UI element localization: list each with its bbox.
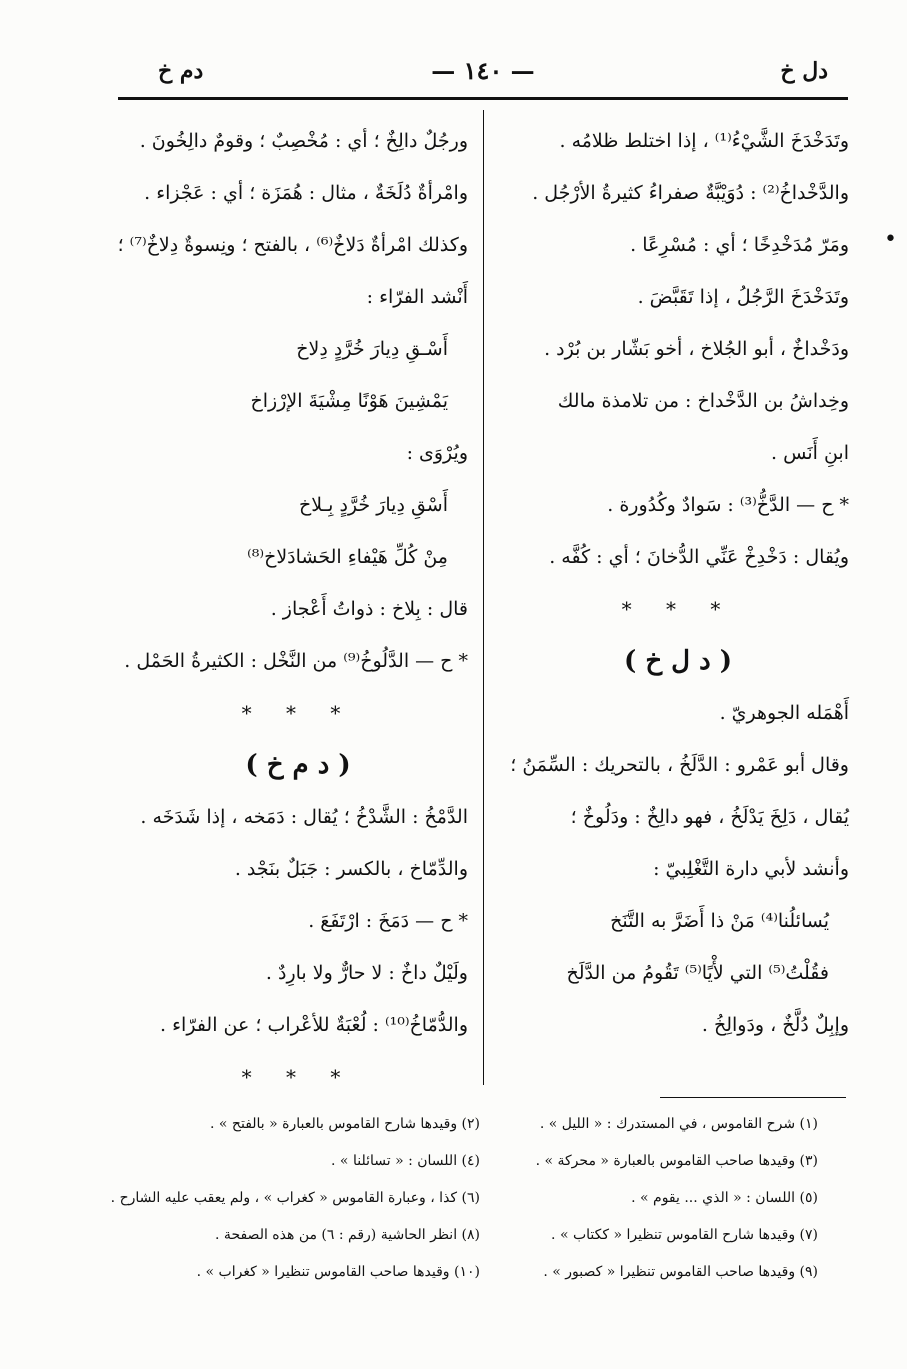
verse-line: يُسائلُنا⁽⁴⁾ مَنْ ذا أَضَرَّ به التَّنَخ [610, 910, 829, 932]
verse-line: أَسْقِ دِيارَ خُرَّدٍ بِـلاخ [298, 494, 448, 516]
text-line: ويُرْوَى : [406, 442, 468, 464]
text-line: يُقال ، دَلِخَ يَدْلَخُ ، فهو دالِخٌ : ودَلُوخٌ ؛ [570, 806, 849, 828]
section-separator: * * * [241, 1065, 355, 1089]
footnote: (٥) اللسان : « الذي ... يقوم » . [631, 1190, 818, 1206]
footnote-row [120, 1219, 848, 1256]
text-line: وقال أبو عَمْرو : الدَّلَخُ ، بالتحريك : السِّمَنُ ؛ [510, 754, 849, 776]
footnote: (٤) اللسان : « تسائلنا » . [331, 1153, 480, 1169]
text-line: وإبِلٌ دُلَّخٌ ، ودَوالِخُ . [701, 1014, 849, 1036]
text-line: ودَخْداخٌ ، أبو الجُلاخ ، أخو بَشّار بن بُرْد . [544, 338, 849, 360]
text-line: ورجُلٌ دالِخٌ ؛ أي : مُخْصِبٌ ؛ وقومٌ دالِخُونَ . [139, 130, 468, 152]
text-line: أَهْمَله الجوهريّ . [719, 702, 849, 724]
footnote: (١) شرح القاموس ، في المستدرك : « الليل » . [539, 1116, 818, 1132]
section-heading: ( د م خ ) [245, 750, 351, 780]
text-line: وخِداشُ بن الدَّخْداخ : من تلامذة مالك [557, 390, 849, 412]
column-divider [483, 110, 484, 1085]
verse-line: يَمْشِينَ هَوْنًا مِشْيَةَ الإرْزاخ [250, 390, 448, 412]
running-title-left: دم خ [158, 58, 204, 84]
text-line: والدُّمّاخُ⁽¹⁰⁾ : لُعْبَةٌ للأعْراب ؛ عن الفرّاء . [160, 1014, 468, 1036]
verse-line: مِنْ كُلِّ هَيْفاءِ الحَشادَلاخ⁽⁸⁾ [247, 546, 448, 568]
text-line: ولَيْلٌ داخٌ : لا حارٌّ ولا بارِدٌ . [265, 962, 468, 984]
text-line: الدَّمْخُ : الشَّدْخُ ؛ يُقال : دَمَخه ، إذا شَدَخَه . [140, 806, 468, 828]
text-line: ومَرّ مُدَخْدِخًا ؛ أي : مُسْرِعًا . [630, 234, 849, 256]
footnote: (٧) وقيدها شارح القاموس تنظيرا « ككتاب » . [551, 1227, 818, 1243]
footnote-row [120, 1145, 848, 1182]
text-line: * ح — الدَّخُّ⁽³⁾ : سَوادٌ وكُدُورة . [607, 494, 849, 516]
footnote: (٣) وقيدها صاحب القاموس بالعبارة « محركة » . [535, 1153, 818, 1169]
left-column [117, 115, 468, 1103]
text-line: والدِّمّاخ ، بالكسر : جَبَلٌ بنَجْد . [234, 858, 468, 880]
right-column [507, 115, 849, 1051]
text-line: وكذلك امْرأةٌ دَلاخٌ⁽⁶⁾ ، بالفتح ؛ ونِسوةٌ دِلاخٌ⁽⁷⁾ ؛ [117, 234, 468, 256]
text-line: * ح — دَمَخَ : ارْتَفَعَ . [308, 910, 468, 932]
footnotes [110, 1108, 848, 1293]
text-line: وتَدَخْدَخَ الرَّجُلُ ، إذا تَقَبَّضَ . [637, 286, 849, 308]
margin-mark: • [884, 227, 897, 252]
verse-line: أَسْـقِ دِيارَ خُرَّدٍ دِلاخ [296, 338, 448, 360]
footnote: (٦) كذا ، وعبارة القاموس « كغراب » ، ولم يعقب عليه الشارح . [110, 1190, 480, 1206]
footnote: (٨) انظر الحاشية (رقم : ٦) من هذه الصفحة . [215, 1227, 480, 1243]
text-line: * ح — الدَّلُوخُ⁽⁹⁾ من النَّخْل : الكثيرةُ الحَمْل . [124, 650, 468, 672]
footnote-row [110, 1182, 848, 1219]
text-line: أَنْشد الفرّاء : [366, 286, 468, 308]
footnote: (٢) وقيدها شارح القاموس بالعبارة « بالفتح » . [210, 1116, 480, 1132]
page-header [118, 52, 848, 92]
section-heading: ( د ل خ ) [623, 646, 733, 676]
text-line: ويُقال : دَخْدِخْ عَنِّي الدُّخانَ ؛ أي : كُفَّه . [549, 546, 849, 568]
text-line: وتَدَخْدَخَ الشَّيْءُ⁽¹⁾ ، إذا اختلط ظلامُه . [559, 130, 849, 152]
text-line: والدَّخْداخُ⁽²⁾ : دُوَيْبَّةٌ صفراءُ كثيرةُ الأرْجُل . [532, 182, 849, 204]
running-title-right: دل خ [780, 58, 828, 84]
footnote: (١٠) وقيدها صاحب القاموس تنظيرا « كغراب » . [196, 1264, 480, 1280]
footnote-rule [660, 1097, 846, 1098]
text-line: ابنِ أَنَس . [771, 442, 849, 464]
header-rule [118, 97, 848, 100]
footnote-row [120, 1108, 848, 1145]
text-line: وأنشد لأبي دارة التَّغْلِبيّ : [653, 858, 849, 880]
footnote: (٩) وقيدها صاحب القاموس تنظيرا « كصبور » . [543, 1264, 818, 1280]
section-separator: * * * [241, 701, 355, 725]
page-number: — ١٤٠ — [431, 56, 535, 85]
text-line: وامْرأةٌ دُلَخَةٌ ، مثال : هُمَزَة ؛ أي : عَجْزاء . [144, 182, 468, 204]
text-line: قال : بِلاخ : ذواتُ أَعْجاز . [270, 598, 468, 620]
verse-line: فقُلْتُ⁽⁵⁾ التي لأْيًا⁽⁵⁾ تَقُومُ من الدَّلَخ [566, 962, 829, 984]
section-separator: * * * [621, 597, 735, 621]
footnote-row [120, 1256, 848, 1293]
